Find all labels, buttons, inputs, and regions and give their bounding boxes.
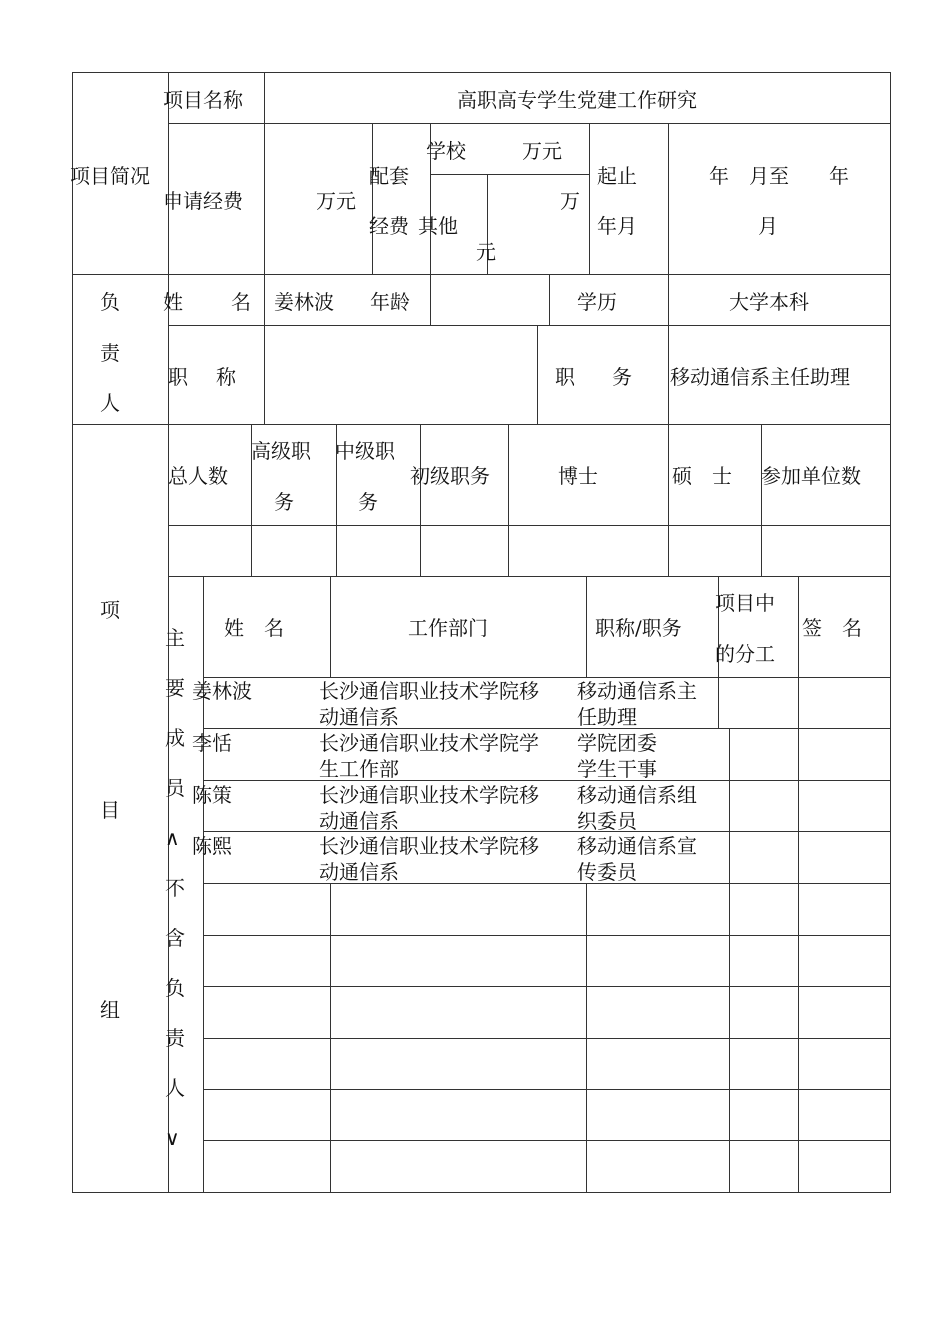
other-funds-label: 其他	[418, 214, 458, 238]
leader-education-value: 大学本科	[729, 290, 809, 314]
rule	[420, 424, 421, 577]
member-name-header: 姓 名	[224, 616, 284, 640]
leader-name-value: 姜林波	[274, 290, 334, 314]
member-title-line-2: 学生干事	[577, 757, 657, 781]
period-label-2: 年月	[597, 214, 637, 238]
members-vertical-label-char: 员	[165, 776, 185, 800]
members-vertical-label-char: 要	[165, 676, 185, 700]
rule	[729, 728, 730, 1193]
leader-age-label: 年龄	[370, 290, 410, 314]
rule	[203, 728, 891, 729]
rule	[203, 883, 891, 884]
table-border-left	[72, 72, 73, 1193]
rule	[430, 174, 589, 175]
period-label-1: 起止	[597, 164, 637, 188]
stats-mid-header-a: 中级职	[335, 439, 395, 463]
rule	[203, 677, 891, 678]
member-role-header-b: 的分工	[715, 642, 775, 666]
member-title-line-1: 移动通信系主	[577, 679, 697, 703]
rule	[668, 325, 669, 425]
rule	[203, 831, 891, 832]
project-name-label: 项目名称	[163, 88, 243, 112]
member-dept-line-2: 动通信系	[319, 809, 399, 833]
member-title-line-2: 传委员	[577, 860, 637, 884]
rule	[372, 123, 373, 275]
other-funds-unit-a: 万	[560, 189, 580, 213]
stats-units-header: 参加单位数	[761, 464, 861, 488]
members-vertical-label-char: 含	[165, 926, 185, 950]
member-title-header: 职称/职务	[595, 616, 682, 640]
members-vertical-label-char: ∧	[165, 826, 180, 850]
members-vertical-label-char: 负	[165, 976, 185, 1000]
section-label-team-3: 组	[100, 998, 120, 1022]
member-sign-header: 签 名	[802, 616, 862, 640]
member-role-header-a: 项目中	[715, 591, 775, 615]
period-value-2: 月	[758, 214, 778, 238]
member-title-line-1: 学院团委	[577, 731, 657, 755]
rule	[168, 576, 891, 577]
section-label-leader-3: 人	[100, 391, 120, 415]
leader-title-label-b: 称	[216, 365, 236, 389]
leader-name-label-a: 姓	[163, 290, 183, 314]
leader-education-label: 学历	[577, 290, 617, 314]
rule	[668, 424, 669, 577]
member-dept-header: 工作部门	[408, 616, 488, 640]
stats-senior-header-a: 高级职	[251, 439, 311, 463]
rule	[537, 325, 538, 425]
member-dept-line-1: 长沙通信职业技术学院学	[319, 731, 539, 755]
apply-funds-label: 申请经费	[163, 189, 243, 213]
rule	[203, 576, 204, 1193]
section-label-project-overview: 项目简况	[70, 164, 150, 188]
member-dept-line-1: 长沙通信职业技术学院移	[319, 783, 539, 807]
member-title-line-2: 织委员	[577, 809, 637, 833]
stats-total-header: 总人数	[168, 464, 228, 488]
section-label-leader-1: 负	[100, 290, 120, 314]
members-vertical-label-char: 人	[165, 1076, 185, 1100]
member-dept-line-2: 生工作部	[319, 757, 399, 781]
section-label-team-2: 目	[100, 798, 120, 822]
member-name: 姜林波	[192, 679, 252, 703]
member-dept-line-2: 动通信系	[319, 860, 399, 884]
rule	[203, 1089, 891, 1090]
members-vertical-label-char: 责	[165, 1026, 185, 1050]
section-label-team-1: 项	[100, 598, 120, 622]
other-funds-unit-b: 元	[476, 240, 496, 264]
rule	[761, 424, 762, 577]
project-name-value: 高职高专学生党建工作研究	[457, 88, 697, 112]
rule	[586, 576, 587, 678]
rule	[589, 123, 590, 275]
members-vertical-label-char: 主	[165, 626, 185, 650]
stats-master-header: 硕 士	[672, 464, 732, 488]
leader-name-label-b: 名	[231, 290, 251, 314]
member-name: 李恬	[192, 731, 232, 755]
rule	[72, 274, 891, 275]
leader-position-label-b: 务	[612, 365, 632, 389]
member-title-line-1: 移动通信系组	[577, 783, 697, 807]
rule	[798, 576, 799, 1193]
school-funds-label: 学校	[426, 139, 466, 163]
table-border-top	[72, 72, 891, 73]
stats-phd-header: 博士	[558, 464, 598, 488]
stats-senior-header-b: 务	[274, 490, 294, 514]
rule	[203, 1140, 891, 1141]
rule	[168, 525, 891, 526]
rule	[72, 424, 891, 425]
matching-funds-label-2: 经费	[369, 214, 409, 238]
member-dept-line-1: 长沙通信职业技术学院移	[319, 834, 539, 858]
members-vertical-label-char: ∨	[165, 1126, 180, 1150]
rule	[549, 274, 550, 326]
leader-position-value: 移动通信系主任助理	[670, 365, 850, 389]
rule	[508, 424, 509, 577]
school-funds-unit: 万元	[522, 139, 562, 163]
members-vertical-label-char: 不	[165, 876, 185, 900]
table-border-right	[890, 72, 891, 1193]
member-dept-line-2: 动通信系	[319, 705, 399, 729]
member-title-line-2: 任助理	[577, 705, 637, 729]
leader-position-label-a: 职	[555, 365, 575, 389]
period-value-1: 年 月至 年	[709, 164, 849, 188]
rule	[203, 780, 891, 781]
rule	[168, 325, 891, 326]
rule	[586, 883, 587, 1193]
rule	[203, 935, 891, 936]
member-dept-line-1: 长沙通信职业技术学院移	[319, 679, 539, 703]
apply-funds-unit: 万元	[316, 189, 356, 213]
member-name: 陈熙	[192, 834, 232, 858]
rule	[264, 274, 265, 425]
stats-junior-header: 初级职务	[410, 464, 490, 488]
leader-title-label-a: 职	[168, 365, 188, 389]
members-vertical-label-char: 成	[165, 726, 185, 750]
section-label-leader-2: 责	[100, 341, 120, 365]
rule	[330, 883, 331, 1193]
stats-mid-header-b: 务	[358, 490, 378, 514]
rule	[168, 123, 891, 124]
matching-funds-label-1: 配套	[369, 164, 409, 188]
rule	[203, 1038, 891, 1039]
member-title-line-1: 移动通信系宣	[577, 834, 697, 858]
rule	[203, 986, 891, 987]
table-border-bottom	[72, 1192, 891, 1193]
member-name: 陈策	[192, 783, 232, 807]
